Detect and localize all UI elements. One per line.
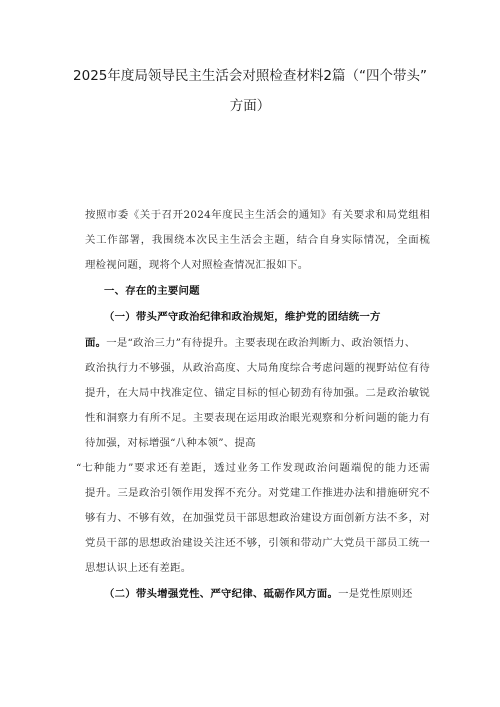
paragraph-line: 关工作部署，我围绕本次民主生活会主题，结合自身实际情况，全面梳: [85, 234, 430, 246]
paragraph-line: 提升。三是政治引领作用发挥不充分。对党建工作推进办法和措施研究不: [85, 487, 430, 499]
paragraph-line: 政治执行力不够强，从政治高度、大局角度综合考虑问题的视野站位有待: [85, 362, 430, 374]
paragraph-line: 思想认识上还有差距。: [85, 562, 192, 574]
paragraph-line: 性和洞察力有所不足。主要表现在运用政治眼光观察和分析问题的能力有: [85, 412, 430, 424]
subsection-heading: （二）带头增强党性、严守纪律、砥砺作风方面。: [104, 588, 339, 600]
paragraph-line: 按照市委《关于召开2024年度民主生活会的通知》有关要求和局党组相: [85, 209, 430, 221]
paragraph-line: [104, 587, 413, 601]
paragraph-text: 一是“政治三力”有待提升。主要表现在政治判断力、政治领悟力、: [106, 337, 416, 349]
section-heading: 一、存在的主要问题: [104, 285, 200, 297]
paragraph-text: 一是党性原则还: [338, 588, 413, 600]
document-title-line1: 2025年度局领导民主生活会对照检查材料2篇（“四个带头”: [73, 68, 427, 84]
paragraph-line: 理检视问题，现将个人对照检查情况汇报如下。: [85, 259, 309, 271]
paragraph-line: 待加强，对标增强“八种本领”、提高: [85, 437, 256, 449]
paragraph-line: “七种能力”要求还有差距，透过业务工作发现政治问题端倪的能力还需: [76, 462, 430, 474]
paragraph-line: 党员干部的思想政治建设关注还不够，引领和带动广大党员干部员工统一: [85, 537, 430, 549]
paragraph-line: 提升，在大局中找准定位、锚定目标的恒心韧劲有待加强。二是政治敏锐: [85, 387, 430, 399]
document-title-line2: 方面）: [229, 98, 271, 114]
paragraph-line: [85, 336, 430, 350]
paragraph-line: 够有力、不够有效，在加强党员干部思想政治建设方面创新方法不多，对: [85, 512, 430, 524]
subsection-heading-end: 面。: [85, 337, 107, 349]
subsection-heading: （一）带头严守政治纪律和政治规矩，维护党的团结统一方: [104, 311, 381, 323]
